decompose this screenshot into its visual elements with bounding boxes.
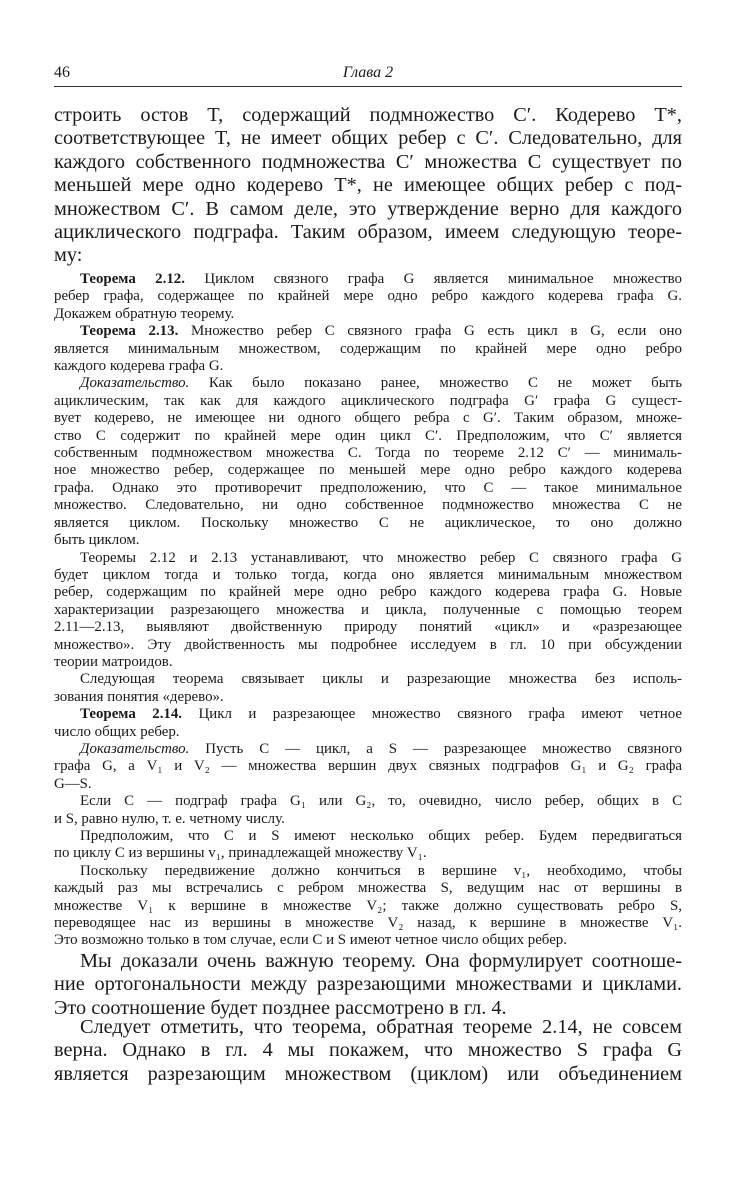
- text-line: му:: [54, 244, 83, 267]
- text-line: Как было показано ранее, множество C не может быть: [208, 375, 683, 392]
- theorem-label: Теорема 2.14.: [80, 706, 183, 723]
- outro-paragraph-1: [54, 950, 682, 1020]
- theorem-2-13: [54, 323, 682, 340]
- intro-paragraph: [54, 104, 682, 268]
- text-line: каждого собственного подмножества C′ множества C существует по: [54, 150, 682, 173]
- text-line: является разрезающим множеством (циклом) или объединением: [54, 1062, 682, 1085]
- text-line: является минимальным множеством, содержащим по крайней мере одно ребро: [54, 340, 682, 357]
- running-header: [54, 62, 682, 87]
- outro-paragraph-2: [54, 1016, 682, 1086]
- text-line: Следующая теорема связывает циклы и разрезающие множества без исполь-: [80, 671, 682, 688]
- theorem-2-14: [54, 706, 682, 723]
- chapter-title: Глава 2: [342, 64, 394, 81]
- text-line: по циклу C из вершины v₁, принадлежащей множеству V₁.: [54, 845, 427, 862]
- text-line: ство C содержит по крайней мере один цикл C′. Предположим, что C′ является: [54, 427, 682, 444]
- text-line: Мы доказали очень важную теорему. Она формулирует соотноше-: [80, 950, 682, 972]
- text-line: Пусть C — цикл, а S — разрезающее множество связного: [205, 740, 683, 757]
- text-line: и S, равно нулю, т. е. четному числу.: [54, 810, 285, 827]
- text-line: Циклом связного графа G является минимальное множество: [204, 271, 682, 287]
- text-line: Поскольку передвижение должно кончиться в вершине v₁, необходимо, чтобы: [80, 862, 682, 879]
- text-line: будет циклом тогда и только тогда, когда оно является минимальным множеством: [54, 566, 682, 583]
- text-line: ациклическим, так как для каждого ациклического подграфа G′ графа G сущест-: [54, 392, 682, 409]
- text-line: быть циклом.: [54, 532, 140, 549]
- text-line: теории матроидов.: [54, 653, 173, 670]
- text-line: строить остов T, содержащий подмножество C′. Кодерево T*,: [54, 104, 682, 126]
- text-line: Это соотношение будет позднее рассмотрено в гл. 4.: [54, 996, 507, 1019]
- text-line: ребер, содержащим по крайней мере одно ребро каждого кодерева графа G. Новые: [54, 584, 682, 601]
- text-line: зования понятия «дерево».: [54, 688, 224, 705]
- proof-label: Доказательство.: [80, 740, 190, 757]
- text-line: является циклом. Поскольку множество C не ациклическое, то оно должно: [54, 514, 682, 531]
- text-line: соответствующее T, не имеет общих ребер с C′. Следовательно, для: [54, 127, 682, 150]
- text-line: Если C — подграф графа G₁ или G₂, то, очевидно, число ребер, общих в C: [80, 793, 682, 810]
- text-line: Цикл и разрезающее множество связного графа имеют четное: [198, 706, 682, 723]
- text-line: множество. Следовательно, ни одно собственное подмножество множества C не: [54, 497, 682, 514]
- text-line: меньшей мере одно кодерево T*, не имеющее общих ребер с под-: [54, 174, 682, 197]
- text-line: ребер графа, содержащее по крайней мере одно ребро каждого кодерева графа G.: [54, 288, 682, 305]
- text-line: каждого кодерева графа G.: [54, 358, 224, 375]
- text-line: каждый раз мы встречались с ребром множества S, ведущим нас от вершины в: [54, 880, 682, 897]
- proof-1: [54, 375, 682, 392]
- text-line: Докажем обратную теорему.: [54, 305, 235, 322]
- text-line: Это возможно только в том случае, если C и S имеют четное число общих ребер.: [54, 932, 567, 949]
- text-line: графа. Однако это противоречит предположению, что C — такое минимальное: [54, 479, 682, 496]
- text-line: ациклического подграфа. Таким образом, имеем следующую теоре-: [54, 221, 682, 244]
- theorem-label: Теорема 2.13.: [80, 323, 179, 340]
- text-line: Следует отметить, что теорема, обратная теореме 2.14, не совсем: [80, 1016, 682, 1038]
- text-line: вует кодерево, не имеющее ни одного общего ребра с G′. Таким образом, множе-: [54, 410, 682, 427]
- text-line: число общих ребер.: [54, 723, 180, 740]
- proof-2: [54, 741, 682, 758]
- text-line: множестве V₁ к вершине в множестве V₂; также должно существовать ребро S,: [54, 897, 682, 914]
- page-number: 46: [54, 64, 70, 81]
- text-line: G—S.: [54, 775, 92, 792]
- text-line: собственным подмножеством множества C. Тогда по теореме 2.12 C′ — минималь-: [54, 445, 682, 462]
- text-line: Предположим, что C и S имеют несколько общих ребер. Будем передвигаться: [80, 828, 682, 844]
- text-line: графа G, а V₁ и V₂ — множества вершин двух связных подграфов G₁ и G₂ графа: [54, 758, 682, 775]
- text-line: множество». Эту двойственность мы подробнее исследуем в гл. 10 при обсуждении: [54, 636, 682, 653]
- text-line: 2.11—2.13, выявляют двойственную природу понятий «цикл» и «разрезающее: [54, 619, 682, 636]
- theorem-block: [54, 271, 682, 950]
- proof-label: Доказательство.: [80, 375, 190, 392]
- text-line: переводящее нас из вершины в множестве V₂ назад, к вершине в множестве V₁.: [54, 915, 682, 932]
- text-line: Теоремы 2.12 и 2.13 устанавливают, что множество ребер C связного графа G: [80, 549, 682, 566]
- theorem-2-12: [54, 271, 682, 288]
- text-line: ное множество ребер, содержащее по меньшей мере одно ребро каждого кодерева: [54, 462, 682, 479]
- text-line: верна. Однако в гл. 4 мы покажем, что множество S графа G: [54, 1039, 682, 1062]
- theorem-label: Теорема 2.12.: [80, 271, 185, 287]
- text-line: характеризации разрезающего множества и цикла, полученные с помощью теорем: [54, 601, 682, 618]
- text-line: множеством C′. В самом деле, это утверждение верно для каждого: [54, 197, 682, 220]
- text-line: ние ортогональности между разрезающими множествами и циклами.: [54, 973, 682, 996]
- text-line: Множество ребер C связного графа G есть цикл в G, если оно: [191, 323, 682, 340]
